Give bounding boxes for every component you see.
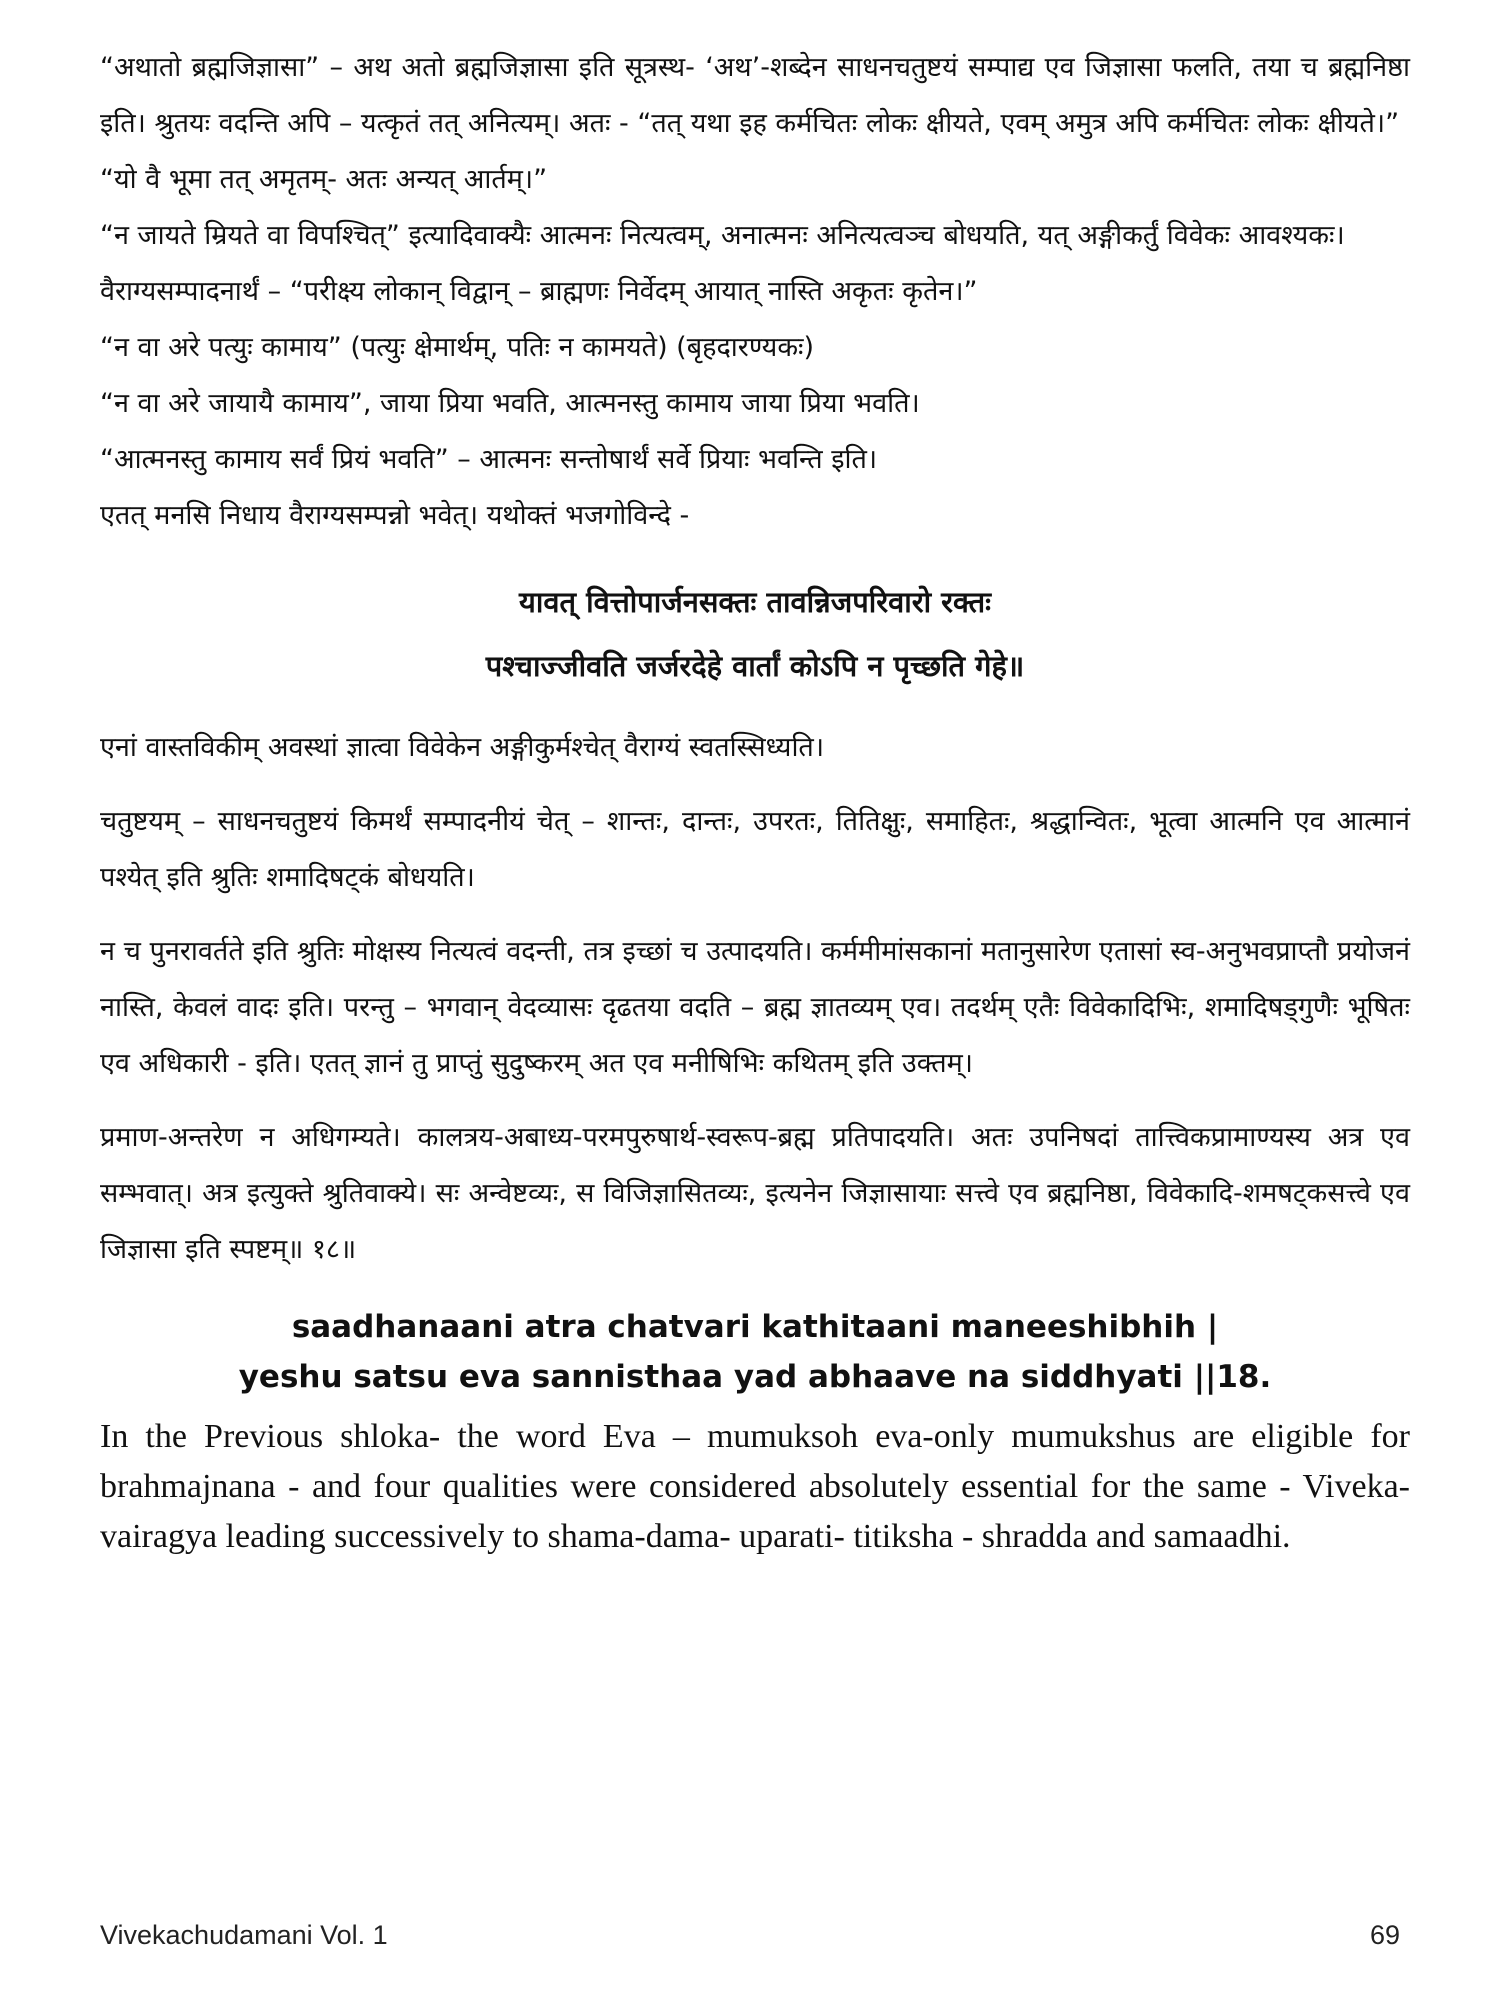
page-footer bbox=[100, 1920, 1400, 1951]
verse-line-2: पश्चाज्जीवति जर्जरदेहे वार्तां कोऽपि न पृच्छति गेहे॥ bbox=[485, 649, 1025, 683]
paragraph-punaravartate: न च पुनरावर्तते इति श्रुतिः मोक्षस्य नित्यत्वं वदन्ती, तत्र इच्छां च उत्पादयति। कर्ममीमांसकानां मतानुसारेण एतासां स्व-अनुभवप्राप्तौ प्रयोजनं नास्ति, केवलं वादः इति। परन्तु – भगवान् वेदव्यासः दृढतया वदति – ब्रह्म ज्ञातव्यम् एव। तदर्थम् एतैः विवेकादिभिः, शमादिषड्गुणैः भूषितः एव अधिकारी - इति। एतत् ज्ञानं तु प्राप्तुं सुदुष्करम् अत एव मनीषिभिः कथितम् इति उक्तम्। bbox=[100, 936, 1410, 1079]
paragraph-pramana: प्रमाण-अन्तरेण न अधिगम्यते। कालत्रय-अबाध्य-परमपुरुषार्थ-स्वरूप-ब्रह्म प्रतिपादयति। अतः उपनिषदां तात्त्विकप्रामाण्यस्य अत्र एव सम्भवात्। अत्र इत्युक्ते श्रुतिवाक्ये। सः अन्वेष्टव्यः, स विजिज्ञासितव्यः, इत्यनेन जिज्ञासायाः सत्त्वे एव ब्रह्मनिष्ठा, विवेकादि-शमषट्कसत्त्वे एव जिज्ञासा इति स्पष्टम्॥ १८॥ bbox=[100, 1122, 1410, 1265]
verse-line-1: यावत् वित्तोपार्जनसक्तः तावन्निजपरिवारो रक्तः bbox=[519, 585, 991, 619]
paragraph-atmanastu: “आत्मनस्तु कामाय सर्वं प्रियं भवति” – आत्मनः सन्तोषार्थं सर्वे प्रियाः भवन्ति इति। bbox=[100, 444, 878, 475]
transliteration-line-2: yeshu satsu eva sannisthaa yad abhaave na siddhyati ||18. bbox=[238, 1359, 1272, 1395]
paragraph-bhuma: “यो वै भूमा तत् अमृतम्- अतः अन्यत् आर्तम्।” bbox=[100, 164, 548, 195]
paragraph-enam: एनां वास्तविकीम् अवस्थां ज्ञात्वा विवेकेन अङ्गीकुर्मश्चेत् वैराग्यं स्वतस्सिध्यति। bbox=[100, 732, 825, 763]
paragraph-jayayai: “न वा अरे जायायै कामाय”, जाया प्रिया भवति, आत्मनस्तु कामाय जाया प्रिया भवति। bbox=[100, 388, 920, 419]
paragraph-patyuh: “न वा अरे पत्युः कामाय” (पत्युः क्षेमार्थम्, पतिः न कामयते) (बृहदारण्यकः) bbox=[100, 332, 815, 363]
page-content bbox=[100, 40, 1410, 1562]
paragraph-athato: “अथातो ब्रह्मजिज्ञासा” – अथ अतो ब्रह्मजिज्ञासा इति सूत्रस्थ- ‘अथ’-शब्देन साधनचतुष्टयं सम्पाद्य एव जिज्ञासा फलति, तया च ब्रह्मनिष्ठा इति। श्रुतयः वदन्ति अपि – यत्कृतं तत् अनित्यम्। अतः - “तत् यथा इह कर्मचितः लोकः क्षीयते, एवम् अमुत्र अपि कर्मचितः लोकः क्षीयते।” bbox=[100, 52, 1410, 139]
paragraph-chatushtayam: चतुष्टयम् – साधनचतुष्टयं किमर्थं सम्पादनीयं चेत् – शान्तः, दान्तः, उपरतः, तितिक्षुः, समाहितः, श्रद्धान्वितः, भूत्वा आत्मनि एव आत्मानं पश्येत् इति श्रुतिः शमादिषट्कं बोधयति। bbox=[100, 806, 1410, 893]
bhajagovindam-verse bbox=[100, 570, 1410, 698]
english-commentary: In the Previous shloka- the word Eva – mumuksoh eva-only mumukshus are eligible for brahmajnana - and four qualities were considered absolutely essential for the same - Viveka- vairagya leading successively to shama-dama- uparati- titiksha - shradda and samaadhi. bbox=[100, 1418, 1410, 1555]
paragraph-etat: एतत् मनसि निधाय वैराग्यसम्पन्नो भवेत्। यथोक्तं भजगोविन्दे - bbox=[100, 500, 690, 531]
shloka-transliteration bbox=[100, 1302, 1410, 1402]
transliteration-line-1: saadhanaani atra chatvari kathitaani maneeshibhih | bbox=[291, 1309, 1219, 1345]
paragraph-vairagya: वैराग्यसम्पादनार्थं – “परीक्ष्य लोकान् विद्वान् – ब्राह्मणः निर्वेदम् आयात् नास्ति अकृतः कृतेन।” bbox=[100, 276, 978, 307]
book-title: Vivekachudamani Vol. 1 bbox=[100, 1920, 388, 1950]
page-number: 69 bbox=[1369, 1920, 1400, 1950]
paragraph-na-jayate: “न जायते म्रियते वा विपश्चित्” इत्यादिवाक्यैः आत्मनः नित्यत्वम्, अनात्मनः अनित्यत्वञ्च बोधयति, यत् अङ्गीकर्तुं विवेकः आवश्यकः। bbox=[100, 220, 1345, 251]
